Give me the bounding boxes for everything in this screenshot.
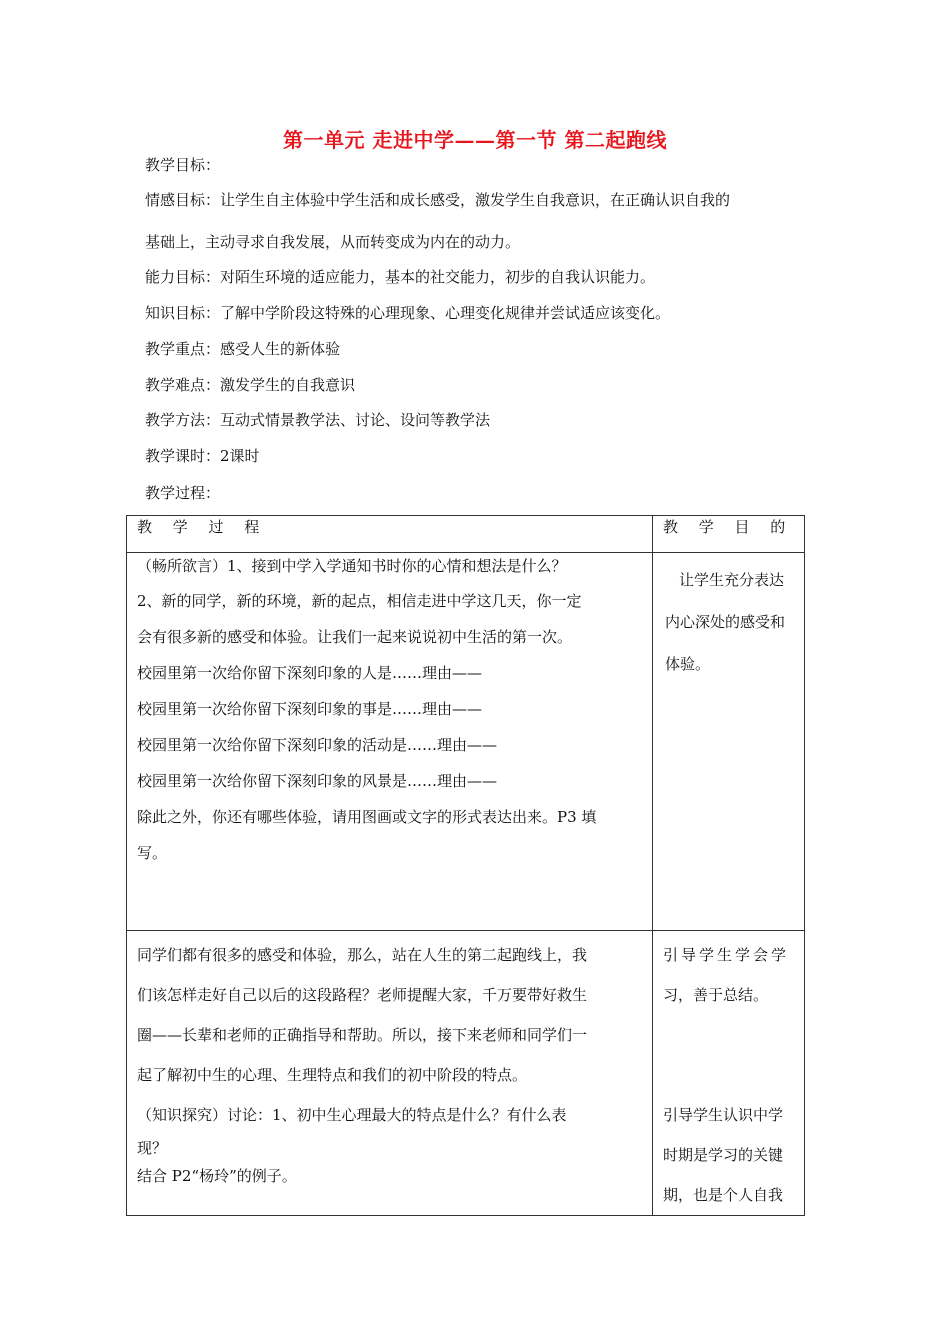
table-header-row [127,516,805,553]
header-process: 教 学 过 程 [127,516,653,553]
emotion-goal-line-1: 情感目标：让学生自主体验中学生活和成长感受，激发学生自我意识，在正确认识自我的 [145,191,731,209]
process-cell-2: 同学们都有很多的感受和体验，那么，站在人生的第二起跑线上，我 们该怎样走好自己以后的这段路程？老师提醒大家，千万要带好救生 圈——长辈和老师的正确指导和帮助。所以，接下来老师和同学们一 起了解初中生的心理、生理特点和我们的初中阶段的特点。 （知识探究）讨论：1、初中生心理最大的特点是什么？有什么表 现？ 结合 P2“杨玲”的例子。 [127,931,653,1216]
ability-goal: 能力目标：对陌生环境的适应能力，基本的社交能力，初步的自我认识能力。 [145,268,656,286]
teaching-method: 教学方法：互动式情景教学法、讨论、设问等教学法 [145,411,491,429]
table-row [127,931,805,1216]
document-title: 第一单元 走进中学——第一节 第二起跑线 [283,128,667,152]
process-table [126,515,805,1216]
header-purpose: 教 学 目 的 [653,516,805,553]
teaching-difficulty: 教学难点：激发学生的自我意识 [145,376,356,394]
objectives-heading: 教学目标： [145,156,221,174]
process-heading: 教学过程： [145,484,221,502]
purpose-cell-2: 引导学生学会学 习，善于总结。 引导学生认识中学 时期是学习的关键 期，也是个人自我 [653,931,805,1216]
emotion-goal-line-2: 基础上，主动寻求自我发展，从而转变成为内在的动力。 [145,233,521,251]
knowledge-goal: 知识目标：了解中学阶段这特殊的心理现象、心理变化规律并尝试适应该变化。 [145,304,671,322]
class-hours: 教学课时：2课时 [145,447,260,465]
table-row [127,553,805,931]
purpose-cell-1: 让学生充分表达 内心深处的感受和 体验。 [653,553,805,931]
process-cell-1: （畅所欲言）1、接到中学入学通知书时你的心情和想法是什么？ 2、新的同学，新的环境，新的起点，相信走进中学这几天，你一定 会有很多新的感受和体验。让我们一起来说说初中生活的第一次。 校园里第一次给你留下深刻印象的人是……理由—— 校园里第一次给你留下深刻印象的事是……理由—— 校园里第一次给你留下深刻印象的活动是……理由—— 校园里第一次给你留下深刻印象的风景是……理由—— 除此之外，你还有哪些体验，请用图画或文字的形式表达出来。P3 填 写。 [127,553,653,931]
teaching-focus: 教学重点：感受人生的新体验 [145,340,341,358]
